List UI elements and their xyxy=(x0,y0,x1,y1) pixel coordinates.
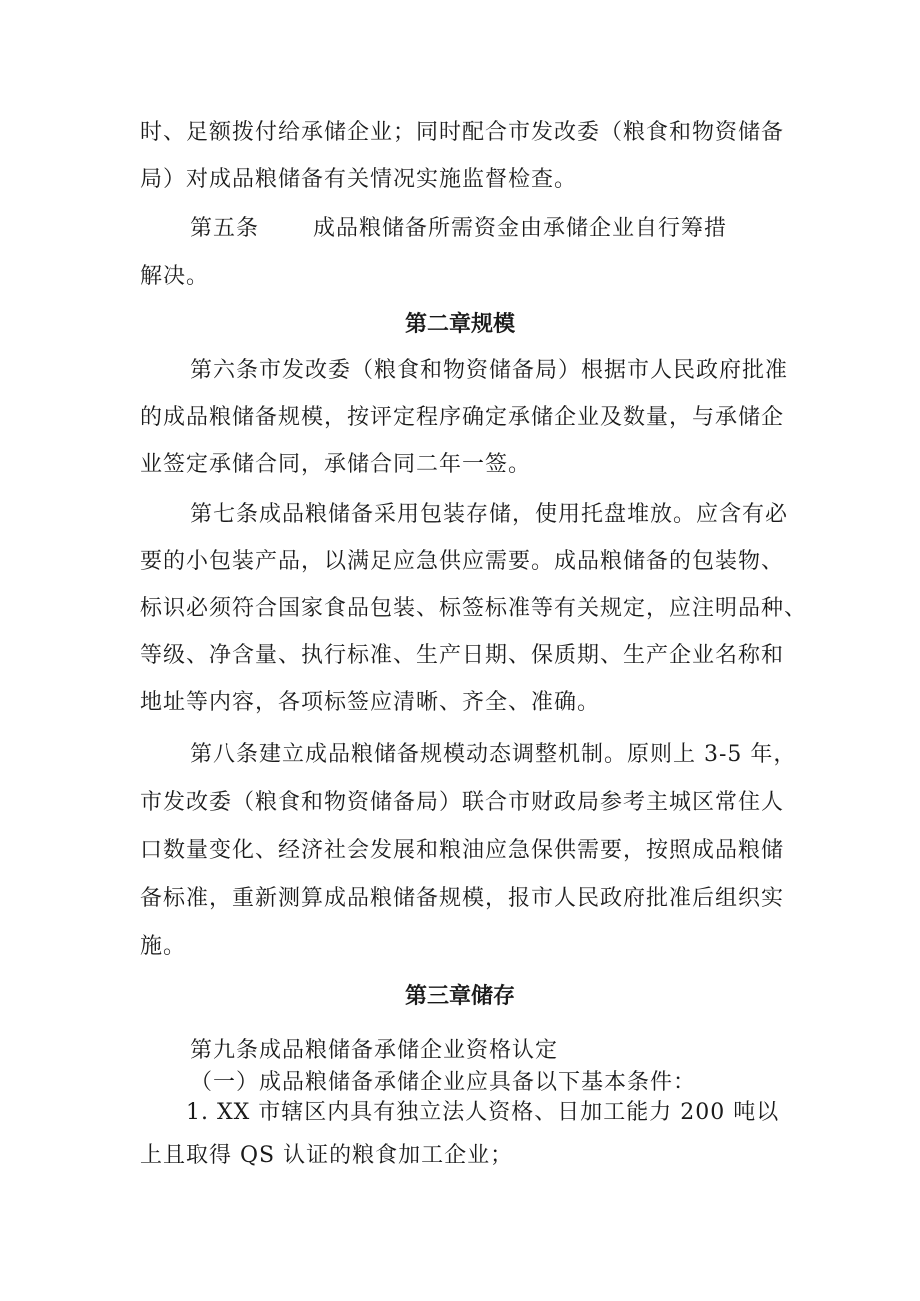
chapter-2-title: 第二章规模 xyxy=(404,312,515,337)
article-7-line-2: 要的小包装产品，以满足应急供应需要。成品粮储备的包装物、 xyxy=(140,549,785,574)
article-7-line-3: 标识必须符合国家食品包装、标签标准等有关规定，应注明品种、 xyxy=(140,596,808,621)
article-8-line-4: 备标准，重新测算成品粮储备规模，报市人民政府批准后组织实 xyxy=(140,886,785,911)
article-9-subsection-1: （一）成品粮储备承储企业应具备以下基本条件： xyxy=(190,1070,697,1095)
article-8-line-5: 施。 xyxy=(140,934,187,959)
article-5-continuation: 解决。 xyxy=(140,264,210,289)
article-8-line-1: 第八条建立成品粮储备规模动态调整机制。原则上 3-5 年， xyxy=(190,742,797,767)
intro-line-2: 局）对成品粮储备有关情况实施监督检查。 xyxy=(140,167,578,192)
intro-line-1: 时、足额拨付给承储企业；同时配合市发改委（粮食和物资储备 xyxy=(140,120,785,145)
article-5-text: 成品粮储备所需资金由承储企业自行筹措 xyxy=(313,216,728,241)
article-5 xyxy=(190,214,727,244)
article-8-line-2: 市发改委（粮食和物资储备局）联合市财政局参考主城区常住人 xyxy=(140,790,785,815)
article-5-label: 第五条 xyxy=(190,216,260,241)
article-6-line-1: 第六条市发改委（粮食和物资储备局）根据市人民政府批准 xyxy=(190,358,789,383)
article-9-item-1-line-2: 上且取得 QS 认证的粮食加工企业； xyxy=(140,1143,514,1168)
chapter-3-title: 第三章储存 xyxy=(404,984,515,1009)
article-7-line-5: 地址等内容，各项标签应清晰、齐全、准确。 xyxy=(140,690,601,715)
article-6-line-3: 业签定承储合同，承储合同二年一签。 xyxy=(140,452,532,477)
article-9-title: 第九条成品粮储备承储企业资格认定 xyxy=(190,1038,559,1063)
article-7-line-1: 第七条成品粮储备采用包装存储，使用托盘堆放。应含有必 xyxy=(190,502,789,527)
article-9-item-1-line-1: 1. XX 市辖区内具有独立法人资格、日加工能力 200 吨以 xyxy=(186,1100,780,1125)
article-7-line-4: 等级、净含量、执行标准、生产日期、保质期、生产企业名称和 xyxy=(140,643,785,668)
article-8-line-3: 口数量变化、经济社会发展和粮油应急保供需要，按照成品粮储 xyxy=(140,838,785,863)
article-6-line-2: 的成品粮储备规模，按评定程序确定承储企业及数量，与承储企 xyxy=(140,405,785,430)
